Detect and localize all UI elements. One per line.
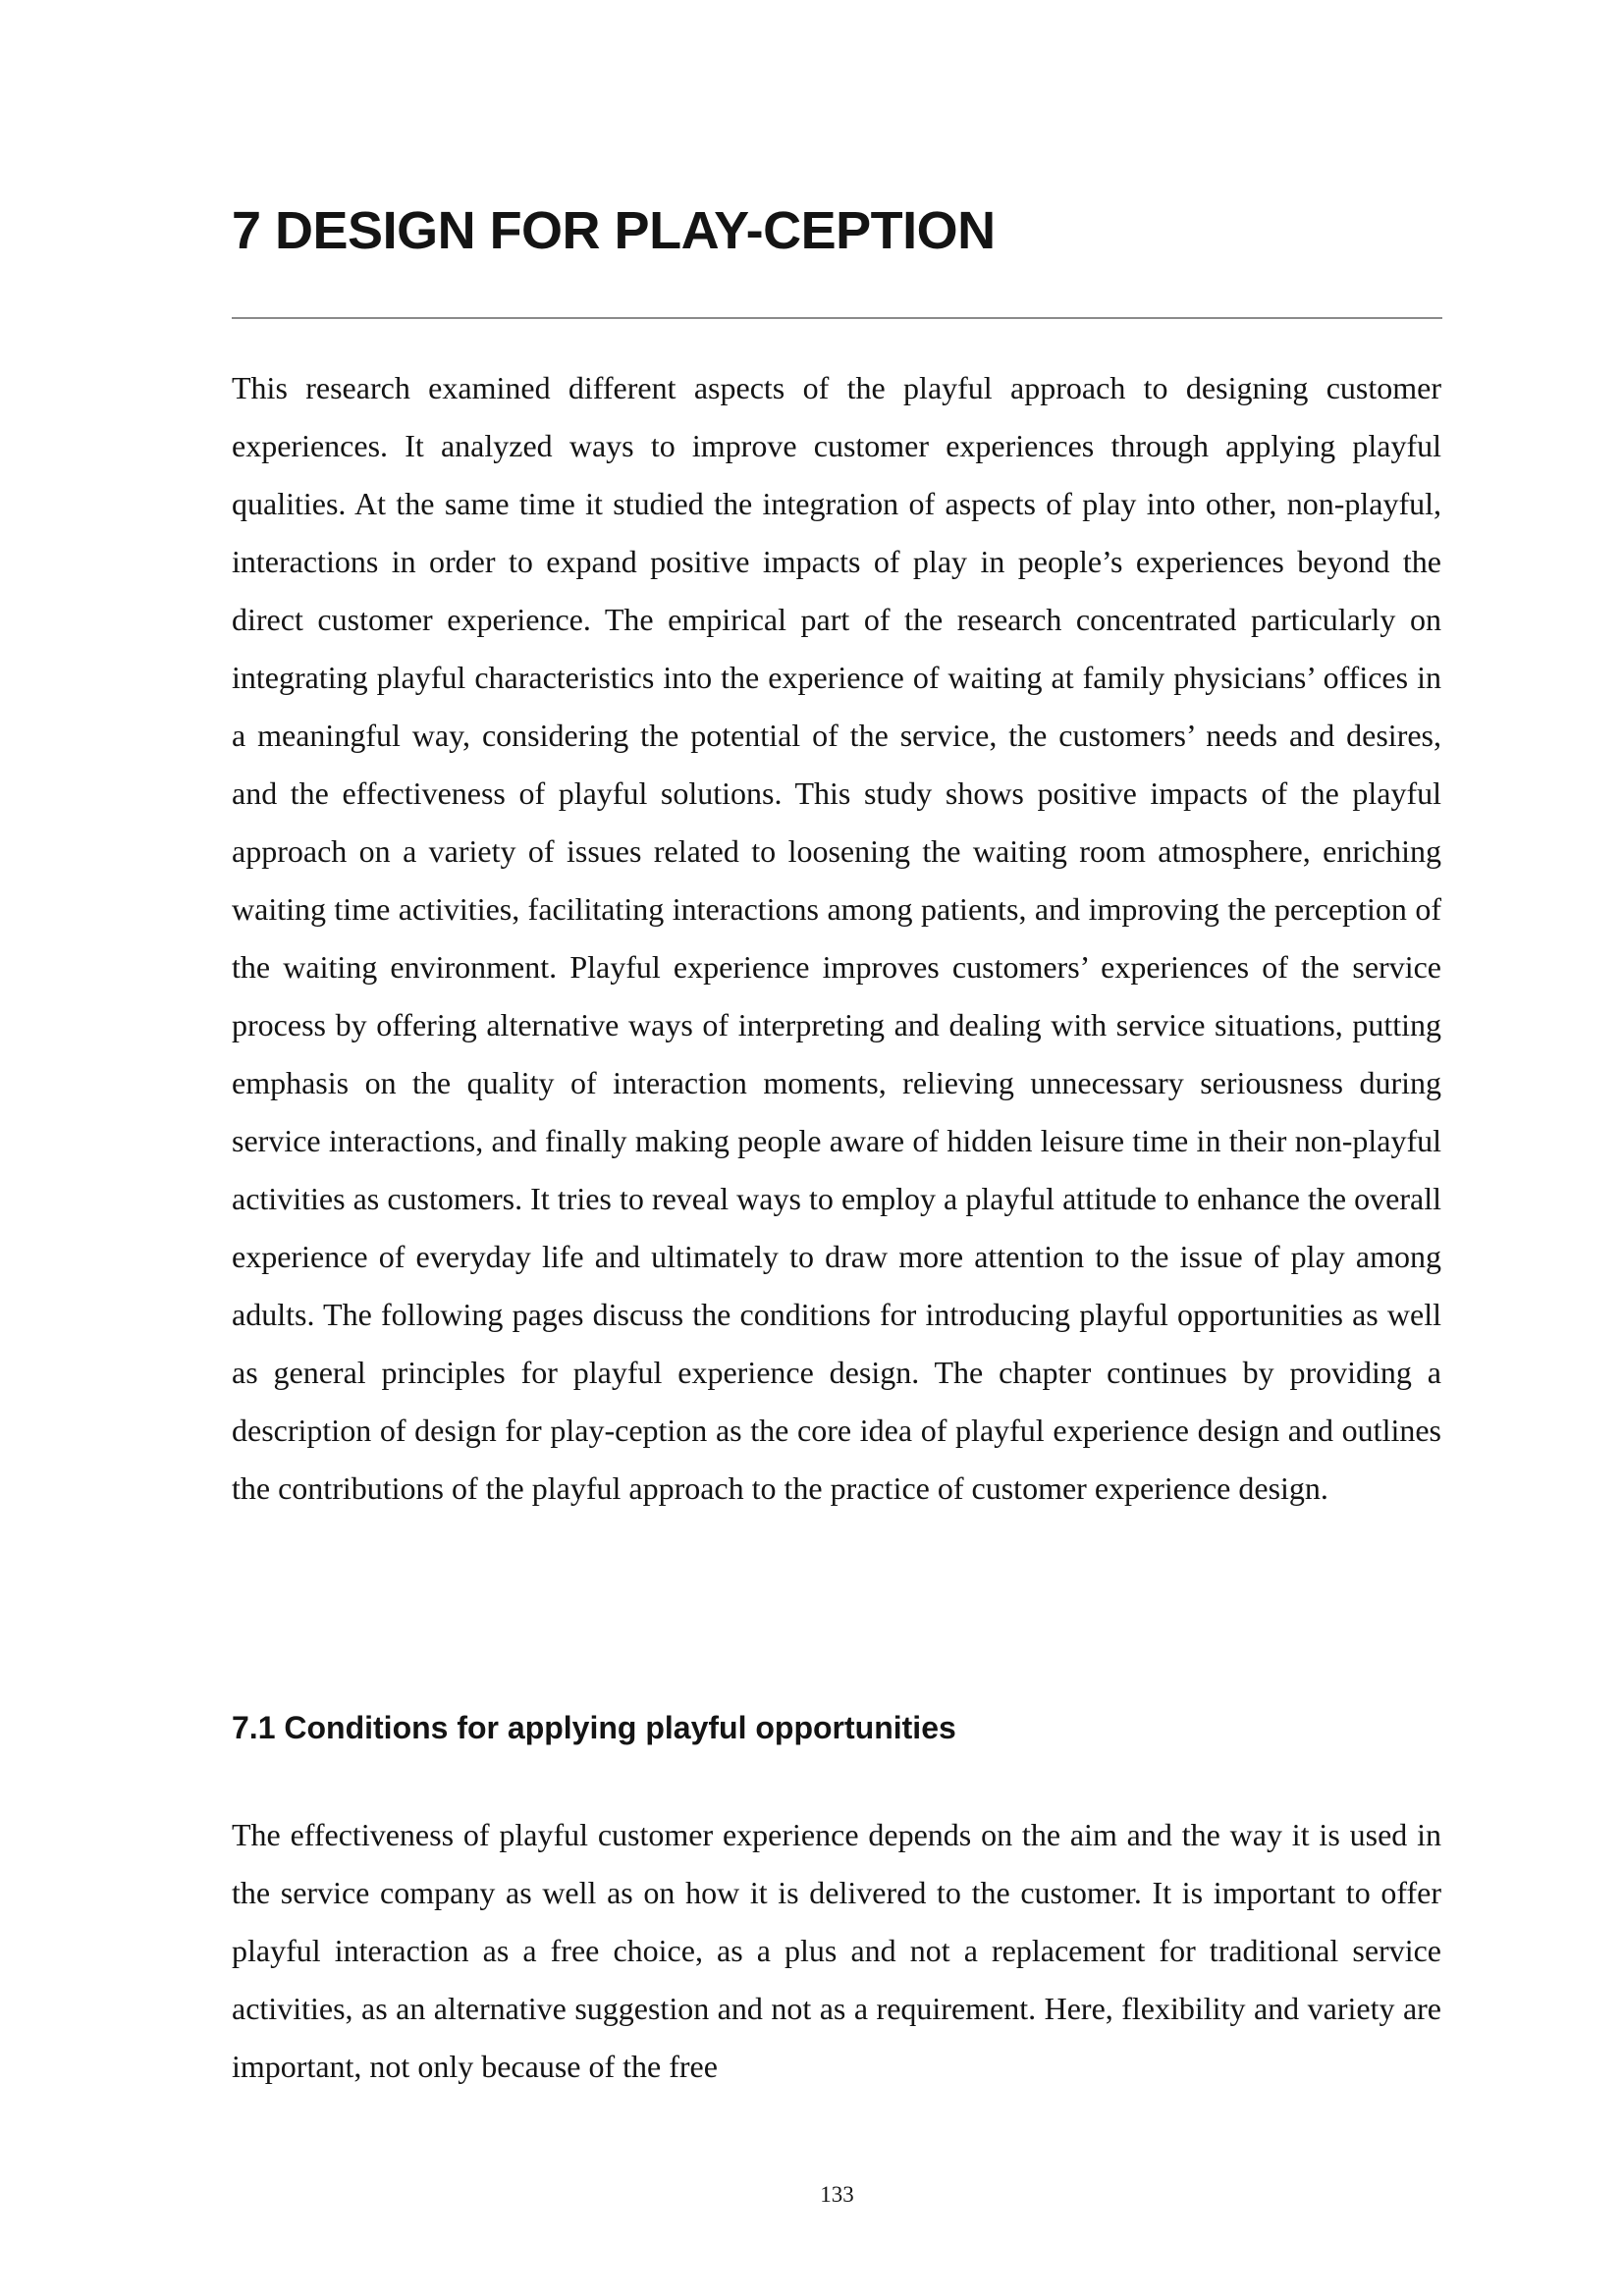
section-heading-7-1: 7.1 Conditions for applying playful opportunities: [232, 1710, 956, 1745]
chapter-title: 7 DESIGN FOR PLAY-CEPTION: [232, 201, 996, 260]
section-7-1-paragraph: The effectiveness of playful customer experience depends on the aim and the way it is used in the service company as well as on how it is delivered to the customer. It is important to offer playful interaction as a free choice, as a plus and not a replacement for traditional service activities, as an alternative suggestion and not as a requirement. Here, flexibility and variety are important, not only because of the free: [232, 1817, 1441, 2084]
page-number: 133: [820, 2182, 854, 2207]
intro-paragraph: This research examined different aspects of the playful approach to designing customer experiences. It analyzed ways to improve customer experiences through applying playful qualities. At the same time it studied the integration of aspects of play into other, non-playful, interactions in order to expand positive impacts of play in people’s experiences beyond the direct customer experience. The empirical part of the research concentrated particularly on integrating playful characteristics into the experience of waiting at family physicians’ offices in a meaningful way, considering the potential of the service, the customers’ needs and desires, and the effectiveness of playful solutions. This study shows positive impacts of the playful approach on a variety of issues related to loosening the waiting room atmosphere, enriching waiting time activities, facilitating interactions among patients, and improving the perception of the waiting environment. Playful experience improves customers’ experiences of the service process by offering alternative ways of interpreting and dealing with service situations, putting emphasis on the quality of interaction moments, relieving unnecessary seriousness during service interactions, and finally making people aware of hidden leisure time in their non-playful activities as customers. It tries to reveal ways to employ a playful attitude to enhance the overall experience of everyday life and ultimately to draw more attention to the issue of play among adults. The following pages discuss the conditions for introducing playful opportunities as well as general principles for playful experience design. The chapter continues by providing a description of design for play-ception as the core idea of playful experience design and outlines the contributions of the playful approach to the practice of customer experience design.: [232, 370, 1441, 1506]
title-divider: [232, 317, 1442, 319]
